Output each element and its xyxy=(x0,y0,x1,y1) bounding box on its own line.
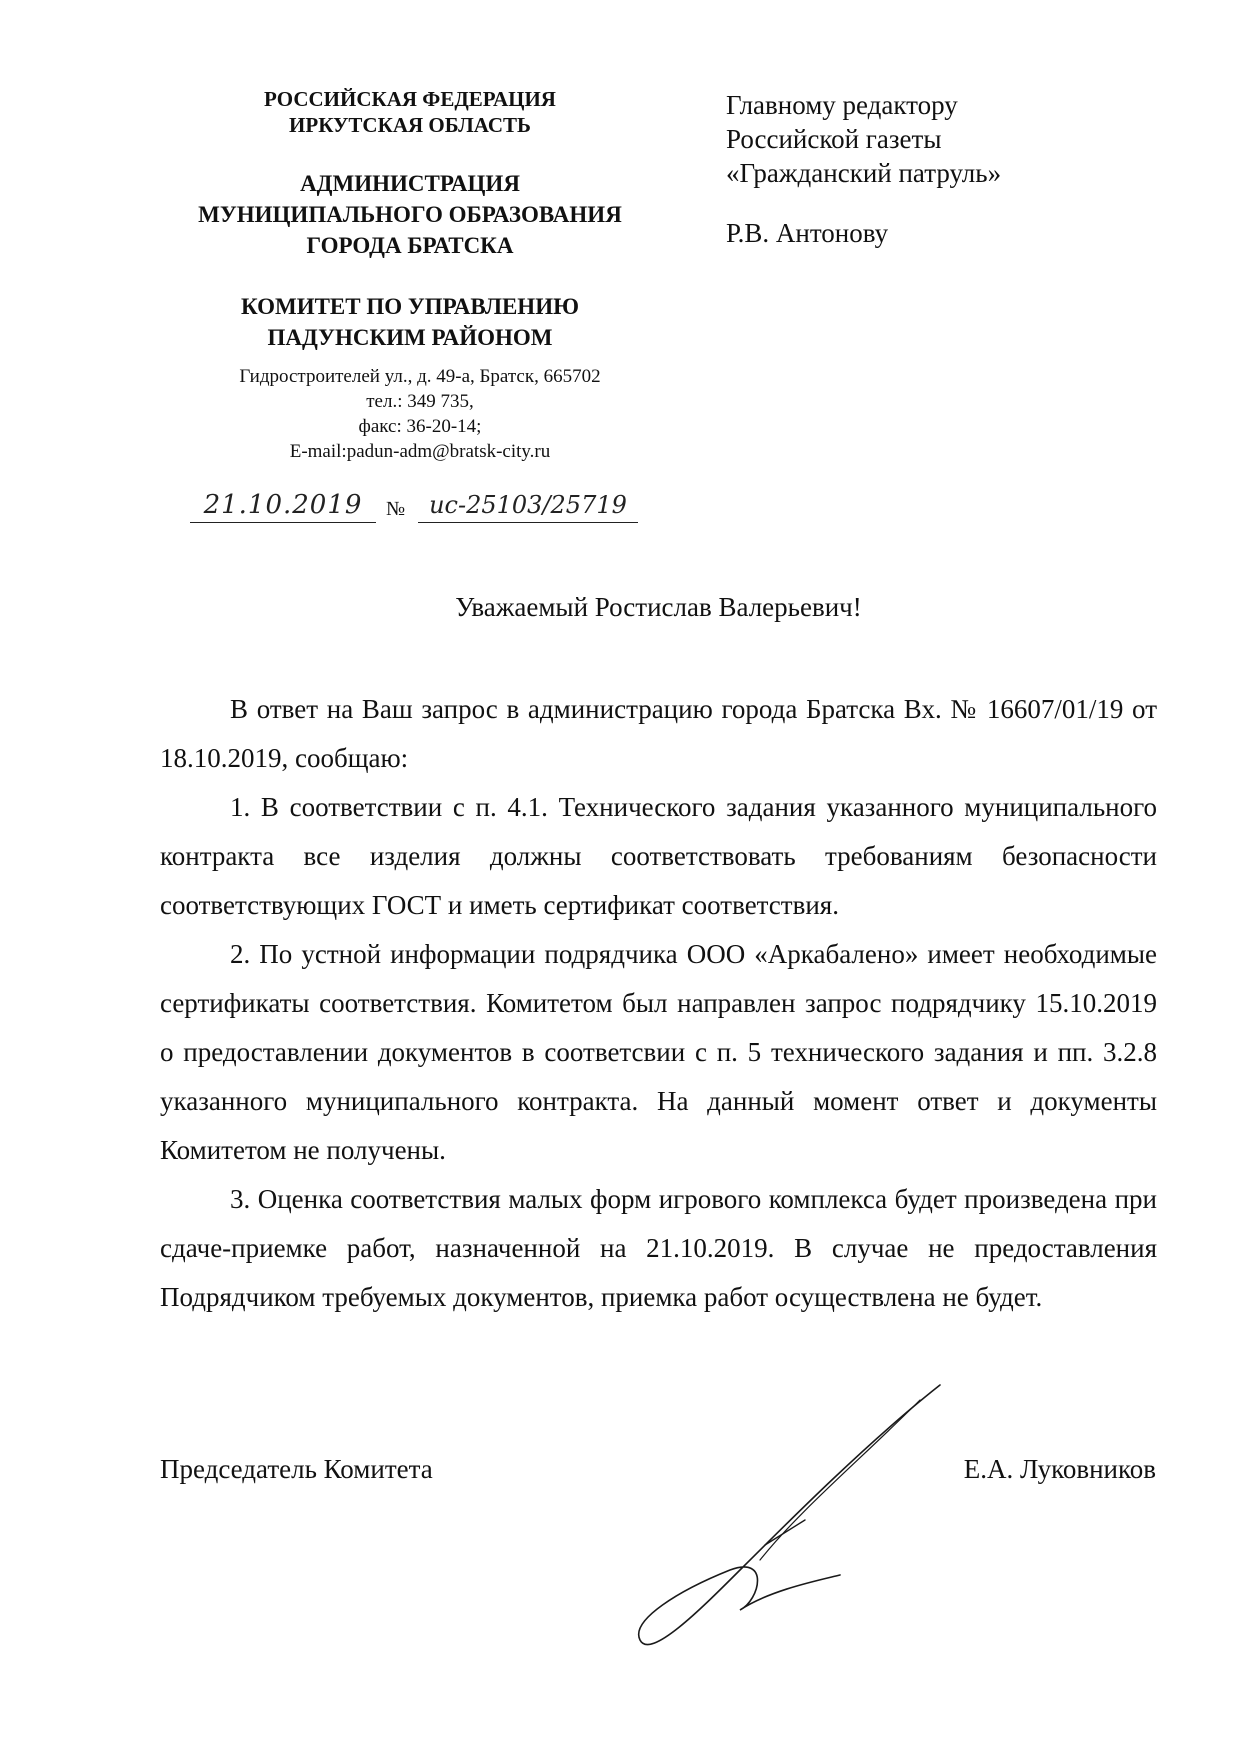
salutation: Уважаемый Ростислав Валерьевич! xyxy=(455,592,862,622)
letter-body xyxy=(160,685,1157,1322)
signatory-name: Е.А. Луковников xyxy=(963,1454,1156,1484)
body-item-1: 1. В соответствии с п. 4.1. Технического задания указанного муниципального контракта все изделия должны соответствовать требованиям безопасности соответствующих ГОСТ и иметь сертификат соответствия. xyxy=(160,792,1157,920)
addressee-line3: «Гражданский патруль» xyxy=(726,158,1002,188)
sender-country: РОССИЙСКАЯ ФЕДЕРАЦИЯ xyxy=(264,87,556,111)
body-item-3: 3. Оценка соответствия малых форм игрового комплекса будет произведена при сдаче-приемке работ, назначенной на 21.10.2019. В случае не предоставления Подрядчиком требуемых документов, приемка работ осуществлена не будет. xyxy=(160,1184,1157,1312)
body-item-2: 2. По устной информации подрядчика ООО «Аркабалено» имеет необходимые сертификаты соответствия. Комитетом был направлен запрос подрядчику 15.10.2019 о предоставлении документов в соответсвии с п. 5 технического задания и пп. 3.2.8 указанного муниципального контракта. На данный момент ответ и документы Комитетом не получены. xyxy=(160,939,1157,1165)
sender-email: E-mail:padun-adm@bratsk-city.ru xyxy=(289,441,551,462)
sender-region: ИРКУТСКАЯ ОБЛАСТЬ xyxy=(289,113,531,137)
registration-line xyxy=(190,488,650,524)
registration-number-label: № xyxy=(386,498,406,520)
addressee-line2: Российской газеты xyxy=(726,124,942,154)
body-intro: В ответ на Ваш запрос в администрацию города Братска Вх. № 16607/01/19 от 18.10.2019, сообщаю: xyxy=(160,694,1157,773)
sender-admin-line2: МУНИЦИПАЛЬНОГО ОБРАЗОВАНИЯ xyxy=(198,202,622,227)
signatory-role: Председатель Комитета xyxy=(160,1454,433,1484)
sender-committee-line2: ПАДУНСКИМ РАЙОНОМ xyxy=(267,325,553,350)
registration-date: 21.10.2019 xyxy=(190,488,376,523)
sender-admin-line1: АДМИНИСТРАЦИЯ xyxy=(300,171,520,196)
registration-number: ис-25103/25719 xyxy=(418,488,638,523)
sender-admin-line3: ГОРОДА БРАТСКА xyxy=(306,233,514,258)
sender-phone: тел.: 349 735, xyxy=(366,391,474,412)
sender-address: Гидростроителей ул., д. 49-а, Братск, 665702 xyxy=(239,366,601,387)
sender-block xyxy=(160,86,660,353)
handwritten-signature xyxy=(620,1370,960,1670)
addressee-block xyxy=(726,88,1146,250)
addressee-line1: Главному редактору xyxy=(726,90,958,120)
sender-contacts xyxy=(190,364,650,464)
addressee-name: Р.В. Антонову xyxy=(726,218,889,248)
sender-committee-line1: КОМИТЕТ ПО УПРАВЛЕНИЮ xyxy=(240,294,579,319)
sender-fax: факс: 36-20-14; xyxy=(358,416,482,437)
